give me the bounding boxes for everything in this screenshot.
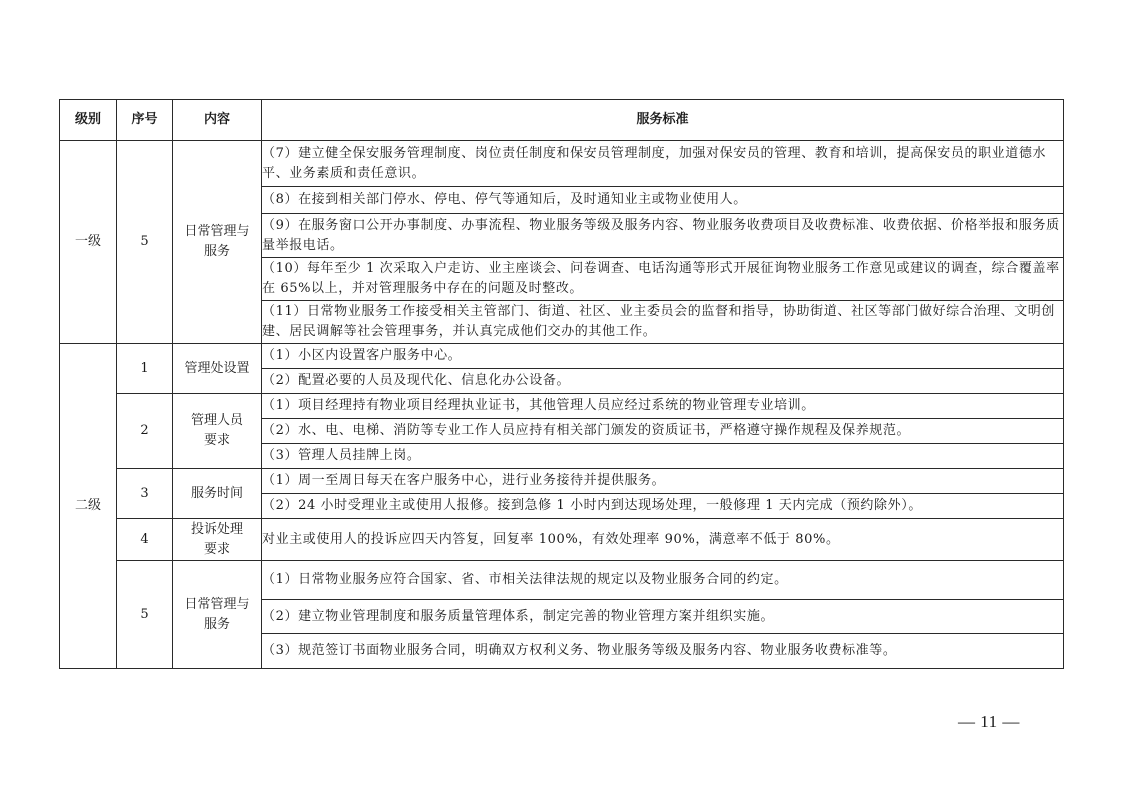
- number-cell: 1: [117, 344, 173, 394]
- content-text: 日常管理与服务: [184, 224, 250, 259]
- number-cell: 4: [117, 519, 173, 561]
- table-row: [60, 561, 1064, 600]
- standard-cell: （10）每年至少 1 次采取入户走访、业主座谈会、问卷调查、电话沟通等形式开展征询物业服务工作意见或建议的调查，综合覆盖率在 65%以上，并对管理服务中存在的问题及时整改。: [262, 258, 1064, 301]
- standard-cell: （7）建立健全保安服务管理制度、岗位责任制度和保安员管理制度，加强对保安员的管理、教育和培训，提高保安员的职业道德水平、业务素质和责任意识。: [262, 141, 1064, 187]
- service-standards-table: [59, 99, 1064, 669]
- header-level: 级别: [60, 100, 117, 141]
- standard-cell: （1）日常物业服务应符合国家、省、市相关法律法规的规定以及物业服务合同的约定。: [262, 561, 1064, 600]
- content-cell: 服务时间: [173, 469, 262, 519]
- header-service-standard: 服务标准: [262, 100, 1064, 141]
- number-cell: 5: [117, 561, 173, 669]
- table-row: [60, 141, 1064, 187]
- table-row: [60, 469, 1064, 494]
- level-cell: 二级: [60, 344, 117, 669]
- content-cell: [173, 141, 262, 344]
- standard-cell: （1）周一至周日每天在客户服务中心，进行业务接待并提供服务。: [262, 469, 1064, 494]
- header-row: [60, 100, 1064, 141]
- level-cell: 一级: [60, 141, 117, 344]
- content-text: 管理人员要求: [191, 413, 244, 448]
- header-number: 序号: [117, 100, 173, 141]
- content-text: 日常管理与服务: [184, 596, 250, 632]
- table-row: [60, 394, 1064, 419]
- page-number: — 11 —: [958, 712, 1020, 731]
- standard-cell: （2）水、电、电梯、消防等专业工作人员应持有相关部门颁发的资质证书，严格遵守操作规程及保养规范。: [262, 419, 1064, 444]
- header-content: 内容: [173, 100, 262, 141]
- standard-cell: （2）24 小时受理业主或使用人报修。接到急修 1 小时内到达现场处理，一般修理 1 天内完成（预约除外）。: [262, 494, 1064, 519]
- content-cell: [173, 394, 262, 469]
- number-cell: 5: [117, 141, 173, 344]
- table-row: [60, 344, 1064, 369]
- content-text: 投诉处理要求: [191, 521, 244, 557]
- standard-cell: （2）配置必要的人员及现代化、信息化办公设备。: [262, 369, 1064, 394]
- standard-cell: （9）在服务窗口公开办事制度、办事流程、物业服务等级及服务内容、物业服务收费项目及收费标准、收费依据、价格举报和服务质量举报电话。: [262, 214, 1064, 258]
- content-cell: [173, 519, 262, 561]
- table-row: [60, 519, 1064, 561]
- number-cell: 2: [117, 394, 173, 469]
- content-cell: [173, 561, 262, 669]
- standard-cell: （11）日常物业服务工作接受相关主管部门、街道、社区、业主委员会的监督和指导，协助街道、社区等部门做好综合治理、文明创建、居民调解等社会管理事务，并认真完成他们交办的其他工作。: [262, 301, 1064, 344]
- standard-cell: （1）小区内设置客户服务中心。: [262, 344, 1064, 369]
- standard-cell: （3）规范签订书面物业服务合同，明确双方权利义务、物业服务等级及服务内容、物业服务收费标准等。: [262, 634, 1064, 669]
- standard-cell: 对业主或使用人的投诉应四天内答复，回复率 100%，有效处理率 90%，满意率不低于 80%。: [262, 519, 1064, 561]
- standard-cell: （1）项目经理持有物业项目经理执业证书，其他管理人员应经过系统的物业管理专业培训。: [262, 394, 1064, 419]
- standard-cell: （2）建立物业管理制度和服务质量管理体系，制定完善的物业管理方案并组织实施。: [262, 600, 1064, 634]
- standard-cell: （8）在接到相关部门停水、停电、停气等通知后，及时通知业主或物业使用人。: [262, 187, 1064, 214]
- content-cell: 管理处设置: [173, 344, 262, 394]
- standard-cell: （3）管理人员挂牌上岗。: [262, 444, 1064, 469]
- number-cell: 3: [117, 469, 173, 519]
